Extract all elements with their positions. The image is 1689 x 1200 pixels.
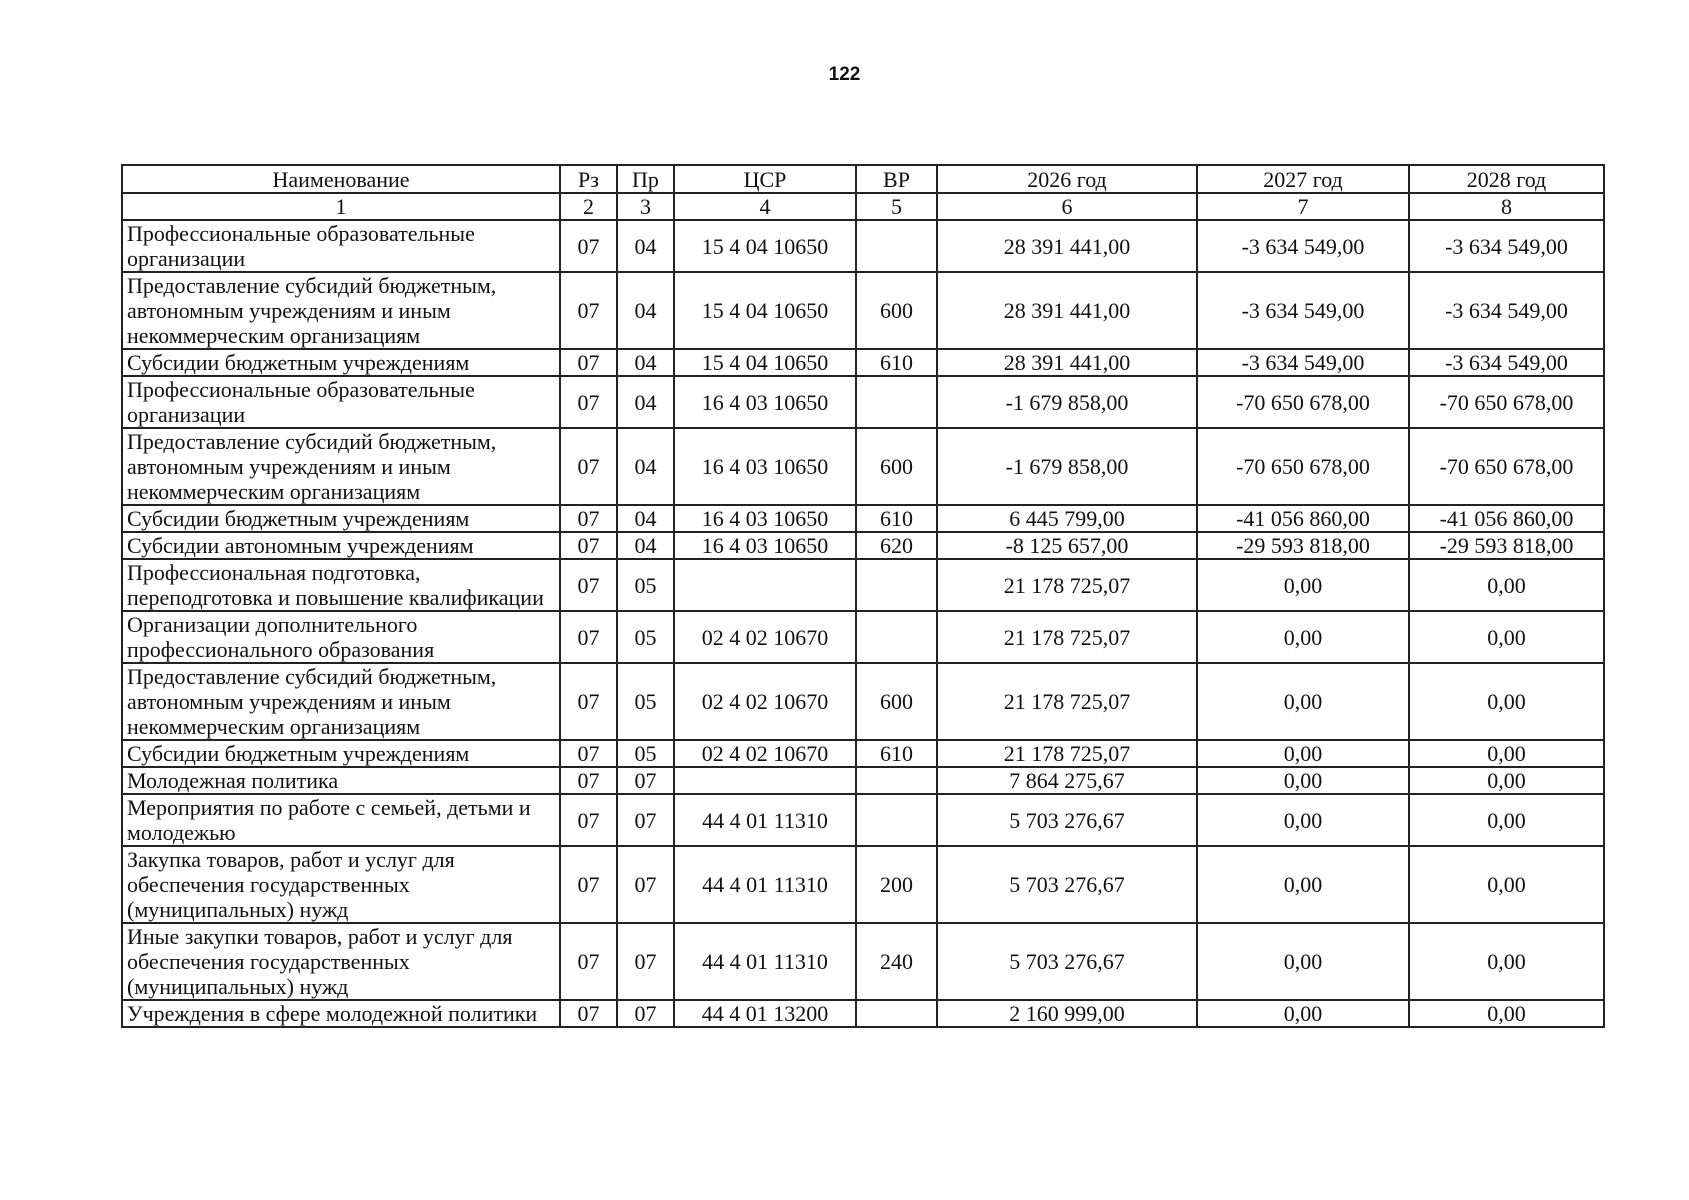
row-rz: 07 — [560, 272, 617, 349]
row-2026: 21 178 725,07 — [937, 559, 1197, 611]
row-2026: 5 703 276,67 — [937, 794, 1197, 846]
row-csr: 15 4 04 10650 — [674, 272, 856, 349]
row-2027: 0,00 — [1197, 663, 1409, 740]
row-name: Предоставление субсидий бюджетным, автономным учреждениям и иным некоммерческим организациям — [122, 428, 560, 505]
row-pr: 07 — [617, 846, 674, 923]
row-2028: 0,00 — [1409, 767, 1604, 794]
row-rz: 07 — [560, 740, 617, 767]
table-row — [122, 272, 1604, 349]
row-csr: 02 4 02 10670 — [674, 611, 856, 663]
row-pr: 04 — [617, 428, 674, 505]
row-vr: 610 — [856, 740, 937, 767]
row-2028: 0,00 — [1409, 1000, 1604, 1027]
header-2026: 2026 год — [937, 165, 1197, 193]
table-row — [122, 428, 1604, 505]
row-2028: 0,00 — [1409, 663, 1604, 740]
row-2028: 0,00 — [1409, 794, 1604, 846]
row-2026: 7 864 275,67 — [937, 767, 1197, 794]
row-rz: 07 — [560, 1000, 617, 1027]
row-2028: -29 593 818,00 — [1409, 532, 1604, 559]
row-2026: 21 178 725,07 — [937, 663, 1197, 740]
row-2027: -70 650 678,00 — [1197, 428, 1409, 505]
row-vr — [856, 611, 937, 663]
column-number: 4 — [674, 193, 856, 220]
column-number: 7 — [1197, 193, 1409, 220]
row-name: Организации дополнительного профессионального образования — [122, 611, 560, 663]
row-2027: 0,00 — [1197, 559, 1409, 611]
row-vr — [856, 376, 937, 428]
row-csr: 44 4 01 11310 — [674, 794, 856, 846]
row-name: Профессиональные образовательные организации — [122, 220, 560, 272]
row-2028: 0,00 — [1409, 846, 1604, 923]
row-vr: 610 — [856, 505, 937, 532]
row-pr: 05 — [617, 611, 674, 663]
row-name: Мероприятия по работе с семьей, детьми и молодежью — [122, 794, 560, 846]
row-2027: 0,00 — [1197, 923, 1409, 1000]
column-number: 6 — [937, 193, 1197, 220]
row-2026: 2 160 999,00 — [937, 1000, 1197, 1027]
row-name: Профессиональные образовательные организации — [122, 376, 560, 428]
row-csr: 44 4 01 13200 — [674, 1000, 856, 1027]
row-2026: 28 391 441,00 — [937, 272, 1197, 349]
table-row — [122, 663, 1604, 740]
row-rz: 07 — [560, 794, 617, 846]
row-pr: 04 — [617, 376, 674, 428]
row-csr: 16 4 03 10650 — [674, 532, 856, 559]
table-row — [122, 532, 1604, 559]
table-row — [122, 611, 1604, 663]
row-name: Предоставление субсидий бюджетным, автономным учреждениям и иным некоммерческим организациям — [122, 663, 560, 740]
row-2028: -3 634 549,00 — [1409, 220, 1604, 272]
row-2026: 21 178 725,07 — [937, 740, 1197, 767]
row-csr: 15 4 04 10650 — [674, 349, 856, 376]
row-vr: 600 — [856, 428, 937, 505]
row-2028: -70 650 678,00 — [1409, 376, 1604, 428]
row-pr: 07 — [617, 767, 674, 794]
row-rz: 07 — [560, 532, 617, 559]
table-row — [122, 559, 1604, 611]
row-csr: 44 4 01 11310 — [674, 846, 856, 923]
row-vr — [856, 794, 937, 846]
column-number: 8 — [1409, 193, 1604, 220]
header-2027: 2027 год — [1197, 165, 1409, 193]
row-2026: 5 703 276,67 — [937, 846, 1197, 923]
row-pr: 04 — [617, 272, 674, 349]
row-2027: 0,00 — [1197, 846, 1409, 923]
row-2028: -70 650 678,00 — [1409, 428, 1604, 505]
row-2026: -8 125 657,00 — [937, 532, 1197, 559]
row-rz: 07 — [560, 559, 617, 611]
row-vr — [856, 767, 937, 794]
row-2027: 0,00 — [1197, 611, 1409, 663]
row-rz: 07 — [560, 505, 617, 532]
row-2026: 28 391 441,00 — [937, 220, 1197, 272]
column-number: 5 — [856, 193, 937, 220]
row-2026: -1 679 858,00 — [937, 428, 1197, 505]
row-name: Субсидии бюджетным учреждениям — [122, 505, 560, 532]
row-2028: 0,00 — [1409, 740, 1604, 767]
header-row — [122, 165, 1604, 193]
row-2028: 0,00 — [1409, 923, 1604, 1000]
row-csr: 16 4 03 10650 — [674, 428, 856, 505]
row-pr: 07 — [617, 794, 674, 846]
row-2026: 21 178 725,07 — [937, 611, 1197, 663]
row-csr: 15 4 04 10650 — [674, 220, 856, 272]
header-rz: Рз — [560, 165, 617, 193]
table-row — [122, 376, 1604, 428]
table-row — [122, 220, 1604, 272]
row-csr: 16 4 03 10650 — [674, 376, 856, 428]
row-2027: -29 593 818,00 — [1197, 532, 1409, 559]
row-rz: 07 — [560, 428, 617, 505]
row-2028: 0,00 — [1409, 611, 1604, 663]
row-vr: 200 — [856, 846, 937, 923]
row-pr: 04 — [617, 505, 674, 532]
table-row — [122, 505, 1604, 532]
row-2027: -70 650 678,00 — [1197, 376, 1409, 428]
table-row — [122, 923, 1604, 1000]
row-vr — [856, 559, 937, 611]
row-vr: 600 — [856, 272, 937, 349]
column-number: 1 — [122, 193, 560, 220]
row-2027: 0,00 — [1197, 794, 1409, 846]
table-row — [122, 1000, 1604, 1027]
column-number-row — [122, 193, 1604, 220]
row-name: Субсидии автономным учреждениям — [122, 532, 560, 559]
row-vr: 600 — [856, 663, 937, 740]
row-vr — [856, 1000, 937, 1027]
table-row — [122, 794, 1604, 846]
row-pr: 05 — [617, 559, 674, 611]
row-2027: 0,00 — [1197, 1000, 1409, 1027]
header-vr: ВР — [856, 165, 937, 193]
row-csr — [674, 559, 856, 611]
row-vr: 620 — [856, 532, 937, 559]
row-rz: 07 — [560, 349, 617, 376]
header-name: Наименование — [122, 165, 560, 193]
row-pr: 04 — [617, 220, 674, 272]
row-2026: 28 391 441,00 — [937, 349, 1197, 376]
row-2028: -3 634 549,00 — [1409, 349, 1604, 376]
row-2026: 6 445 799,00 — [937, 505, 1197, 532]
row-rz: 07 — [560, 220, 617, 272]
row-rz: 07 — [560, 923, 617, 1000]
budget-table — [121, 164, 1605, 1028]
row-name: Молодежная политика — [122, 767, 560, 794]
row-2028: -41 056 860,00 — [1409, 505, 1604, 532]
row-name: Закупка товаров, работ и услуг для обеспечения государственных (муниципальных) нужд — [122, 846, 560, 923]
row-pr: 07 — [617, 1000, 674, 1027]
row-2027: 0,00 — [1197, 740, 1409, 767]
row-vr: 240 — [856, 923, 937, 1000]
row-2027: -3 634 549,00 — [1197, 220, 1409, 272]
row-rz: 07 — [560, 611, 617, 663]
row-2026: 5 703 276,67 — [937, 923, 1197, 1000]
row-rz: 07 — [560, 846, 617, 923]
row-name: Иные закупки товаров, работ и услуг для обеспечения государственных (муниципальных) нужд — [122, 923, 560, 1000]
column-number: 2 — [560, 193, 617, 220]
row-pr: 05 — [617, 663, 674, 740]
row-vr — [856, 220, 937, 272]
row-name: Предоставление субсидий бюджетным, автономным учреждениям и иным некоммерческим организациям — [122, 272, 560, 349]
row-name: Учреждения в сфере молодежной политики — [122, 1000, 560, 1027]
row-pr: 05 — [617, 740, 674, 767]
row-2028: 0,00 — [1409, 559, 1604, 611]
row-pr: 07 — [617, 923, 674, 1000]
row-name: Субсидии бюджетным учреждениям — [122, 740, 560, 767]
table-row — [122, 349, 1604, 376]
row-csr: 44 4 01 11310 — [674, 923, 856, 1000]
row-pr: 04 — [617, 532, 674, 559]
row-rz: 07 — [560, 376, 617, 428]
row-2026: -1 679 858,00 — [937, 376, 1197, 428]
header-csr: ЦСР — [674, 165, 856, 193]
column-number: 3 — [617, 193, 674, 220]
row-2027: -3 634 549,00 — [1197, 272, 1409, 349]
row-csr — [674, 767, 856, 794]
row-csr: 02 4 02 10670 — [674, 740, 856, 767]
table-row — [122, 767, 1604, 794]
row-2027: -41 056 860,00 — [1197, 505, 1409, 532]
row-pr: 04 — [617, 349, 674, 376]
row-name: Субсидии бюджетным учреждениям — [122, 349, 560, 376]
table-row — [122, 846, 1604, 923]
row-2027: 0,00 — [1197, 767, 1409, 794]
row-2028: -3 634 549,00 — [1409, 272, 1604, 349]
table-row — [122, 740, 1604, 767]
row-csr: 16 4 03 10650 — [674, 505, 856, 532]
row-name: Профессиональная подготовка, переподготовка и повышение квалификации — [122, 559, 560, 611]
row-vr: 610 — [856, 349, 937, 376]
row-2027: -3 634 549,00 — [1197, 349, 1409, 376]
row-rz: 07 — [560, 663, 617, 740]
header-pr: Пр — [617, 165, 674, 193]
header-2028: 2028 год — [1409, 165, 1604, 193]
page-number: 122 — [828, 64, 861, 85]
row-csr: 02 4 02 10670 — [674, 663, 856, 740]
row-rz: 07 — [560, 767, 617, 794]
